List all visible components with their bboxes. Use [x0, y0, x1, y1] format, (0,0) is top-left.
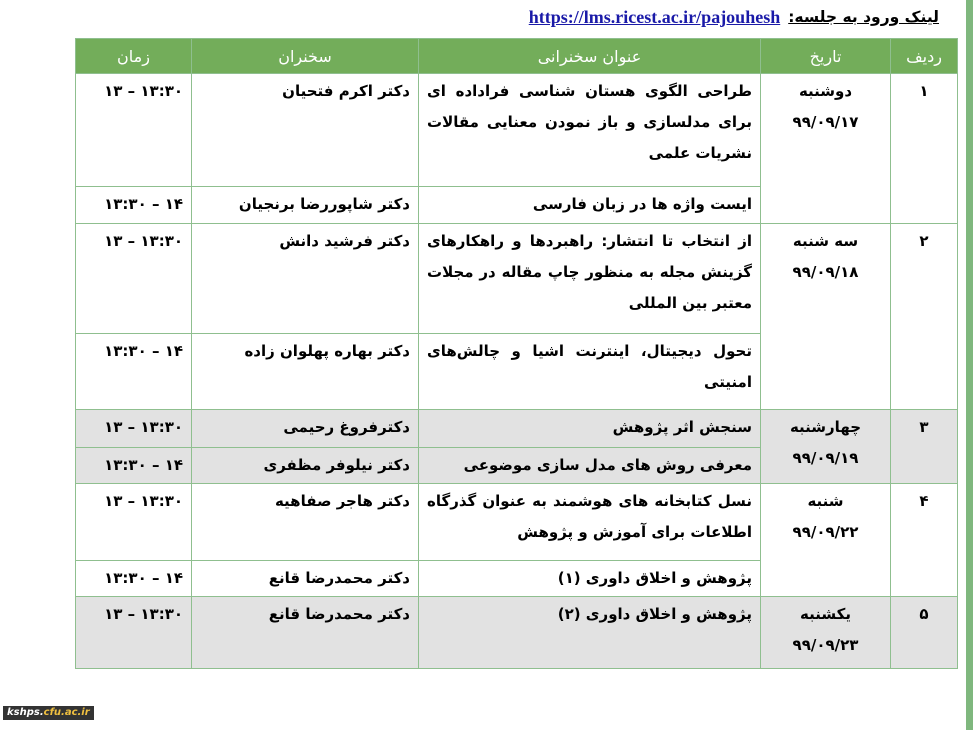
header-date: تاریخ — [761, 39, 891, 74]
time-slot: ۱۳:۳۰ – ۱۴ — [76, 334, 192, 410]
talk-title: از انتخاب تا انتشار: راهبردها و راهکارهای گزینش مجله به منظور چاپ مقاله در مجلات معتبر بین المللی — [419, 224, 761, 334]
row-number: ۵ — [891, 597, 958, 669]
speaker-name: دکتر اکرم فتحیان — [192, 74, 419, 187]
talk-title: ایست واژه ها در زبان فارسی — [419, 187, 761, 224]
talk-title: تحول دیجیتال، اینترنت اشیا و چالش‌های امنیتی — [419, 334, 761, 410]
watermark-domain-part2: cfu.ac.ir — [43, 707, 90, 718]
table-header-row — [76, 39, 958, 74]
site-watermark — [3, 706, 94, 720]
day-name: دوشنبه — [798, 82, 853, 100]
schedule-table — [75, 38, 958, 669]
speaker-name: دکترفروغ رحیمی — [192, 410, 419, 448]
table-row — [76, 597, 958, 669]
time-slot: ۱۳ – ۱۳:۳۰ — [76, 484, 192, 561]
date-cell — [761, 597, 891, 669]
talk-title: پژوهش و اخلاق داوری (۲) — [419, 597, 761, 669]
date-cell — [761, 74, 891, 224]
day-name: یکشنبه — [800, 605, 851, 623]
date-value: ۹۹/۰۹/۲۳ — [792, 636, 859, 654]
talk-title: طراحی الگوی هستان شناسی فراداده ای برای مدلسازی و باز نمودن معنایی مقالات نشریات علمی — [419, 74, 761, 187]
row-number: ۲ — [891, 224, 958, 410]
header-row-number: ردیف — [891, 39, 958, 74]
day-name: شنبه — [807, 492, 844, 510]
table-row — [76, 74, 958, 187]
header-speaker: سخنران — [192, 39, 419, 74]
talk-title: معرفی روش های مدل سازی موضوعی — [419, 448, 761, 484]
day-name: سه شنبه — [792, 232, 859, 250]
date-cell — [761, 410, 891, 484]
speaker-name: دکتر محمدرضا قانع — [192, 597, 419, 669]
row-number: ۴ — [891, 484, 958, 597]
table-row — [76, 484, 958, 561]
time-slot: ۱۳:۳۰ – ۱۴ — [76, 448, 192, 484]
date-cell — [761, 484, 891, 597]
date-value: ۹۹/۰۹/۲۲ — [792, 523, 859, 541]
session-link[interactable]: https://lms.ricest.ac.ir/pajouhesh — [528, 6, 781, 27]
date-value: ۹۹/۰۹/۱۷ — [792, 113, 859, 131]
time-slot: ۱۳:۳۰ – ۱۴ — [76, 561, 192, 597]
speaker-name: دکتر شاپوررضا برنجیان — [192, 187, 419, 224]
row-number: ۳ — [891, 410, 958, 484]
table-row — [76, 410, 958, 448]
talk-title: پژوهش و اخلاق داوری (۱) — [419, 561, 761, 597]
table-row — [76, 224, 958, 334]
speaker-name: دکتر نیلوفر مظفری — [192, 448, 419, 484]
talk-title: نسل کتابخانه های هوشمند به عنوان گذرگاه اطلاعات برای آموزش و پژوهش — [419, 484, 761, 561]
time-slot: ۱۳ – ۱۳:۳۰ — [76, 224, 192, 334]
talk-title: سنجش اثر پژوهش — [419, 410, 761, 448]
speaker-name: دکتر محمدرضا قانع — [192, 561, 419, 597]
header-time: زمان — [76, 39, 192, 74]
date-value: ۹۹/۰۹/۱۹ — [792, 449, 859, 467]
right-edge-rule — [966, 0, 973, 730]
date-value: ۹۹/۰۹/۱۸ — [792, 263, 859, 281]
session-link-label: لینک ورود به جلسه: — [788, 8, 939, 26]
session-link-line — [529, 3, 939, 31]
speaker-name: دکتر بهاره پهلوان زاده — [192, 334, 419, 410]
speaker-name: دکتر هاجر صفاهیه — [192, 484, 419, 561]
time-slot: ۱۳:۳۰ – ۱۴ — [76, 187, 192, 224]
time-slot: ۱۳ – ۱۳:۳۰ — [76, 410, 192, 448]
time-slot: ۱۳ – ۱۳:۳۰ — [76, 597, 192, 669]
speaker-name: دکتر فرشید دانش — [192, 224, 419, 334]
day-name: چهارشنبه — [789, 418, 862, 436]
time-slot: ۱۳ – ۱۳:۳۰ — [76, 74, 192, 187]
date-cell — [761, 224, 891, 410]
row-number: ۱ — [891, 74, 958, 224]
watermark-domain-part1: kshps. — [7, 707, 44, 718]
header-title: عنوان سخنرانی — [419, 39, 761, 74]
